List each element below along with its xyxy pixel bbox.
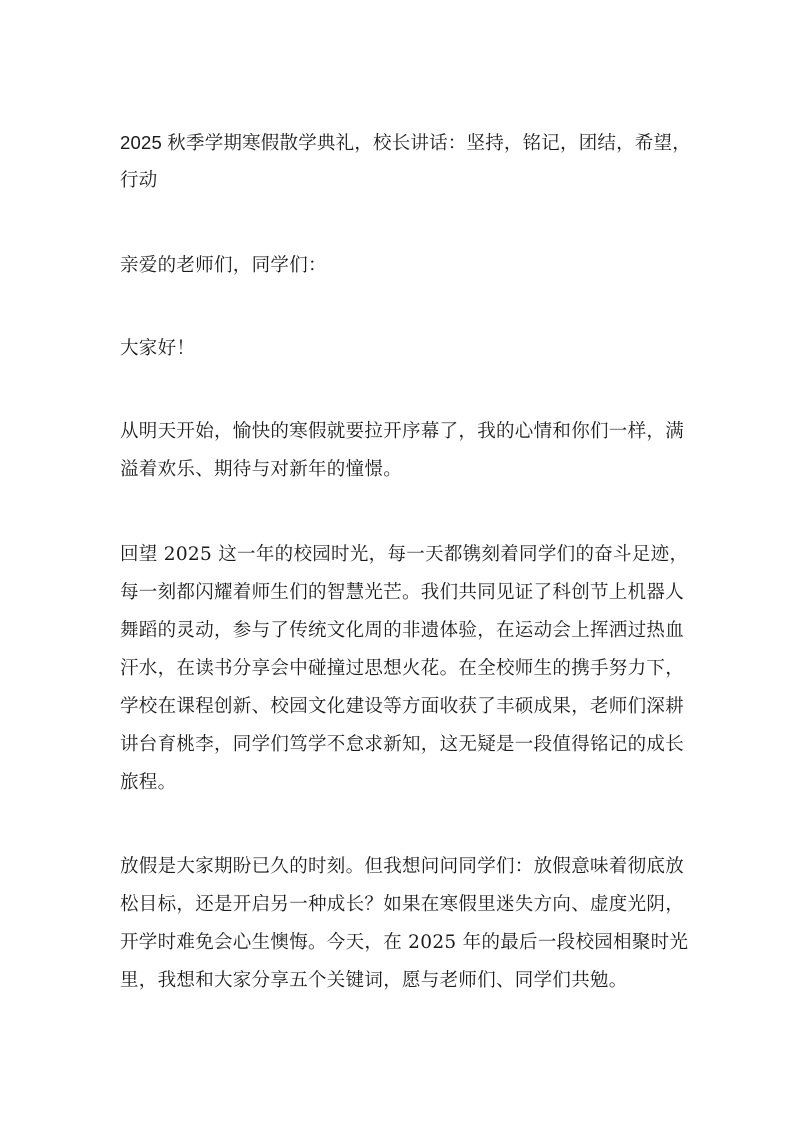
paragraph-line: 舞蹈的灵动，参与了传统文化周的非遗体验，在运动会上挥洒过热血	[120, 620, 685, 641]
paragraph-line: 讲台育桃李，同学们笃学不怠求新知，这无疑是一段值得铭记的成长	[120, 734, 685, 755]
paragraph-line: 松目标，还是开启另一种成长？如果在寒假里迷失方向、虚度光阴，	[120, 894, 685, 915]
paragraph-line: 汗水，在读书分享会中碰撞过思想火花。在全校师生的携手努力下，	[120, 658, 685, 679]
paragraph-line: 学校在课程创新、校园文化建设等方面收获了丰硕成果，老师们深耕	[120, 696, 685, 717]
paragraph-line: 里，我想和大家分享五个关键词，愿与老师们、同学们共勉。	[120, 970, 628, 991]
greeting: 大家好！	[120, 338, 196, 359]
paragraph-line: 回望 2025 这一年的校园时光，每一天都镌刻着同学们的奋斗足迹，	[120, 544, 689, 565]
document-title-line-1: 2025 秋季学期寒假散学典礼，校长讲话：坚持，铭记，团结，希望，	[120, 132, 691, 153]
paragraph-line: 从明天开始，愉快的寒假就要拉开序幕了，我的心情和你们一样，满	[120, 421, 685, 442]
paragraph-line: 溢着欢乐、期待与对新年的憧憬。	[120, 459, 403, 480]
salutation: 亲爱的老师们，同学们：	[120, 255, 327, 276]
paragraph-line: 放假是大家期盼已久的时刻。但我想问问同学们：放假意味着彻底放	[120, 856, 685, 877]
paragraph-line: 开学时难免会心生懊悔。今天，在 2025 年的最后一段校园相聚时光	[120, 932, 689, 953]
paragraph-line: 旅程。	[120, 772, 177, 793]
paragraph-line: 每一刻都闪耀着师生们的智慧光芒。我们共同见证了科创节上机器人	[120, 582, 685, 603]
document-title-line-2: 行动	[120, 170, 158, 191]
